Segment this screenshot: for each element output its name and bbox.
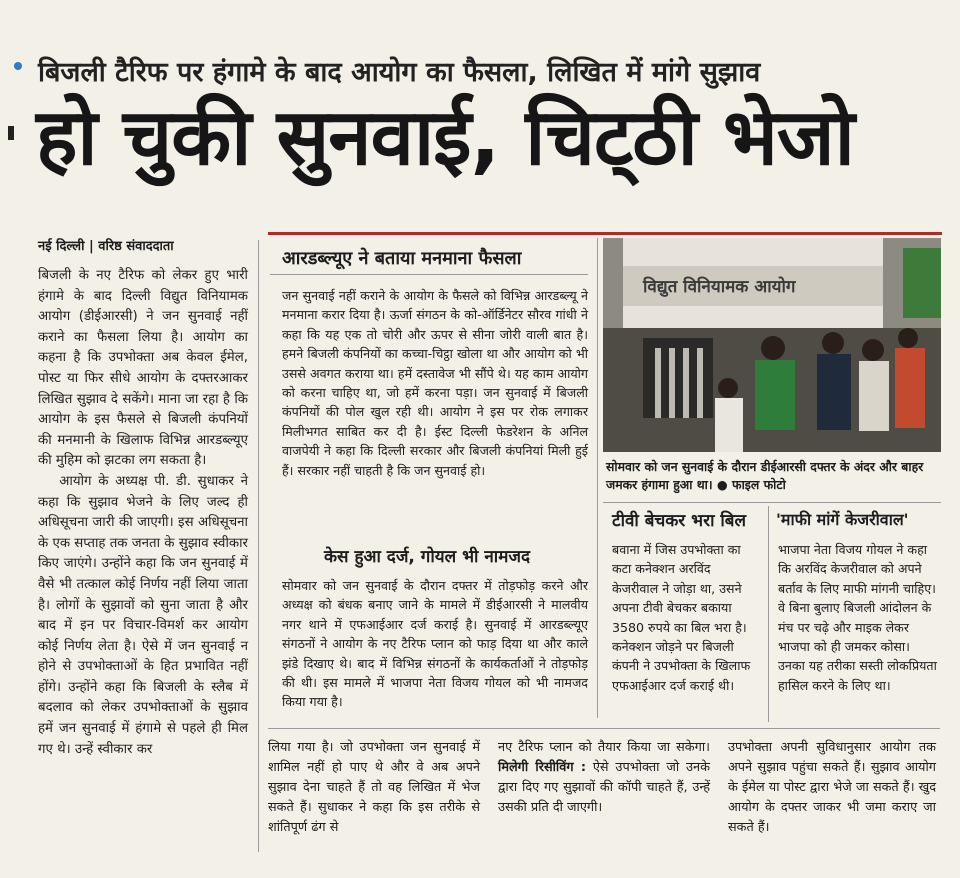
bottom-column-2-text-a: नए टैरिफ प्लान को तैयार किया जा सकेगा।	[498, 740, 710, 755]
left-paragraph-2: आयोग के अध्यक्ष पी. डी. सुधाकर ने कहा कि सुझाव भेजने के लिए जल्द ही अधिसूचना जारी की जाएगी। इस अधिसूचना के एक सप्ताह तक जनता के सुझाव स्वीकार किए जाएंगे। उन्होंने कहा कि जन सुनवाई में वैसे भी तत्काल कोई निर्णय नहीं लिया जाता है। लोगों के सुझावों को सुना जाता है और बाद में इन पर विचार-विमर्श कर आयोग कोई निर्णय लेता है। ऐसे में जन सुनवाई न होने से उपभोक्ताओं के हित प्रभावित नहीं होंगे। उन्होंने कहा कि बिजली के स्लैब में बदलाव को लेकर उपभोक्ताओं के सुझाव हमें जन सुनवाई में हंगामे से पहले ही मिल गए थे। उन्हें स्वीकार कर	[38, 473, 248, 757]
bottom-rule	[268, 728, 940, 729]
bottom-column-1: लिया गया है। जो उपभोक्ता जन सुनवाई में शामिल नहीं हो पाए थे और वे अब अपने सुझाव देना चाहते हैं तो वह लिखित में भेज सकते हैं। सुधाकर ने कहा कि इस तरीके से शांतिपूर्ण ढंग से	[268, 740, 480, 835]
rwa-body: जन सुनवाई नहीं कराने के आयोग के फैसले को विभिन्न आरडब्ल्यू ने मनमाना करार दिया है। ऊर्जा संगठन के को-ऑर्डिनेटर सौरव गांधी ने कहा कि यह एक तो चोरी और ऊपर से सीना जोरी वाली बात है। हमने बिजली कंपनियों का कच्चा-चिट्ठा खोला था और आयोग को भी उससे अवगत कराया था। हमें दस्तावेज भी सौंपे थे। यह काम आयोग को करना चाहिए था, जो हमें करना पड़ा। जन सुनवाई में बिजली कंपनियों की पोल खुल रही थी। आयोग ने इस पर रोक लगाकर मिलीभगत साबित कर दी है। ईस्ट दिल्ली फेडरेशन के अनिल वाजपेयी ने कहा कि दिल्ली सरकार और बिजली कंपनियां मिली हुई हैं। सरकार नहीं चाहती है कि जन सुनवाई हो।	[282, 288, 588, 478]
section-rule	[268, 232, 942, 235]
margin-mark	[8, 126, 14, 140]
case-body: सोमवार को जन सुनवाई के दौरान दफ्तर में तोड़फोड़ करने और अध्यक्ष को बंधक बनाए जाने के मामले में डीईआरसी ने मालवीय नगर थाने में एफआईआर दर्ज कराई है। सुनवाई में आरडब्ल्यूए संगठनों ने आयोग के नए टैरिफ प्लान को फाड़ दिया था और काले झंडे दिखाए थे। बाद में विभिन्न संगठनों के कार्यकर्ताओं ने तोड़फोड़ की थी। इस मामले में भाजपा नेता विजय गोयल को भी नामजद किया गया है।	[282, 578, 588, 710]
bottom-column-3: उपभोक्ता अपनी सुविधानुसार आयोग तक अपने सुझाव पहुंचा सकते हैं। सुझाव आयोग के ईमेल या पोस्ट द्वारा भेजे जा सकते हैं। खुद आयोग के दफ्तर जाकर भी जमा कराए जा सकते हैं।	[728, 740, 936, 835]
tv-box-top-rule	[603, 502, 941, 503]
tv-box-heading: टीवी बेचकर भरा बिल	[612, 511, 747, 531]
column-divider	[258, 240, 259, 852]
kejriwal-box-heading: 'माफी मांगें केजरीवाल'	[776, 510, 909, 529]
byline: नई दिल्ली | वरिष्ठ संवाददाता	[38, 239, 174, 254]
protest-photo-graphic	[603, 238, 941, 452]
photo-caption: सोमवार को जन सुनवाई के दौरान डीईआरसी दफ्तर के अंदर और बाहर जमकर हंगामा हुआ था। ● फाइल फोटो	[606, 459, 924, 492]
box-divider	[768, 506, 769, 722]
left-column	[38, 266, 248, 760]
rwa-heading-rule	[270, 274, 588, 275]
receiving-label: मिलेगी रिसीविंग :	[498, 760, 586, 775]
case-heading: केस हुआ दर्ज, गोयल भी नामजद	[324, 547, 530, 567]
bottom-column-2	[498, 738, 710, 818]
photo-sign-text: विद्युत विनियामक आयोग	[643, 277, 796, 297]
tv-box-body: बवाना में जिस उपभोक्ता का कटा कनेक्शन अरविंद केजरीवाल ने जोड़ा था, उसने अपना टीवी बेचकर बकाया 3580 रुपये का बिल भरा है। कनेक्शन जोड़ने पर बिजली कंपनी ने उपभोक्ता के खिलाफ एफआईआर दर्ज कराई थी।	[612, 542, 751, 693]
main-headline: हो चुकी सुनवाई, चिट्‌ठी भेजो	[36, 93, 854, 183]
left-paragraph-1: बिजली के नए टैरिफ को लेकर हुए भारी हंगामे के बाद दिल्ली विद्युत विनियामक आयोग (डीईआरसी) ने जन सुनवाई नहीं कराने का फैसला लिया है। आयोग का कहना है कि उपभोक्ता अब केवल ईमेल, पोस्ट या फिर सीधे आयोग के दफ्तरआकर लिखित सुझाव दे सकेंगे। माना जा रहा है कि आयोग के इस फैसले से बिजली कंपनियों की मनमानी के खिलाफ विभिन्न आरडब्ल्यूए की मुहिम को झटका लग सकता है।	[38, 268, 248, 469]
bottom-column-2-text-b: ऐसे उपभोक्ता जो उनके द्वारा दिए गए सुझावों की कॉपी चाहते हैं, उन्हें उसकी प्रति दी जाएगी।	[498, 760, 710, 815]
news-photo	[603, 238, 941, 452]
kejriwal-box-body: भाजपा नेता विजय गोयल ने कहा कि अरविंद केजरीवाल को अपने बर्ताव के लिए माफी मांगनी चाहिए। वे बिना बुलाए बिजली आंदोलन के मंच पर चढ़े और माइक लेकर भाजपा को ही जमकर कोसा। उनका यह तरीका सस्ती लोकप्रियता हासिल करने के लिए था।	[778, 542, 937, 693]
rwa-heading: आरडब्ल्यूए ने बताया मनमाना फैसला	[282, 248, 522, 269]
bullet-icon	[14, 62, 22, 70]
center-divider	[597, 238, 598, 718]
kicker-headline: बिजली टैरिफ पर हंगामे के बाद आयोग का फैसला, लिखित में मांगे सुझाव	[38, 57, 761, 88]
